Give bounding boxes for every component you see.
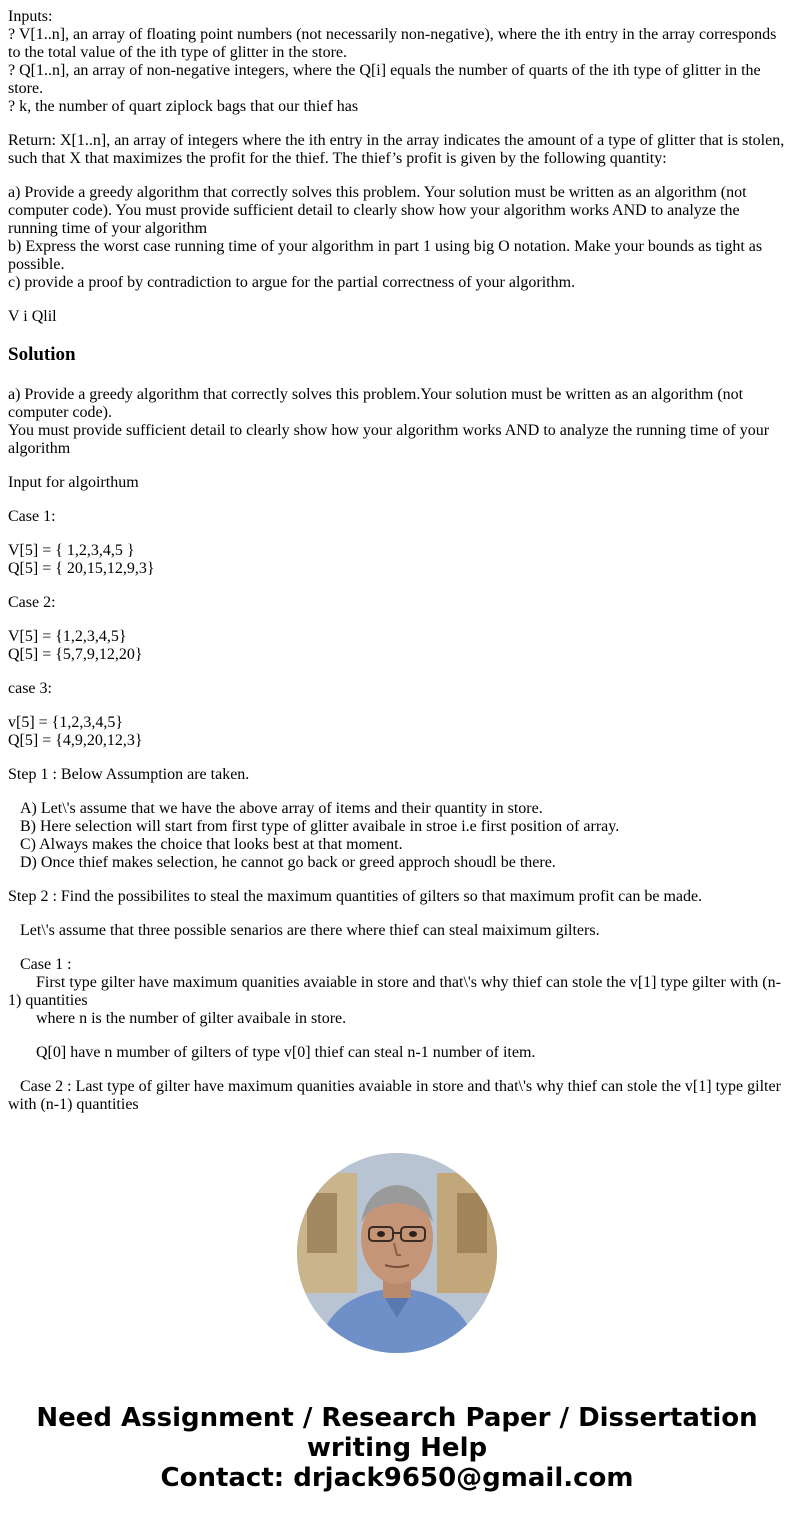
part-b: b) Express the worst case running time of your algorithm in part 1 using big O notation. Make your bounds as tight as possible. [8,238,763,273]
assumption-b: B) Here selection will start from first type of glitter avaibale in stroe i.e first position of array. [20,818,620,835]
assumption-d: D) Once thief makes selection, he cannot go back or greed approch shoudl be there. [20,854,556,871]
case3-arrays [8,714,786,750]
case3-v: v[5] = {1,2,3,4,5} [8,714,124,731]
case2-label: Case 2: [8,594,56,611]
solution-part-a-line2: You must provide sufficient detail to clearly show how your algorithm works AND to analyze the running time of your algorithm [8,422,770,457]
solution-heading: Solution [8,344,76,365]
return-text: Return: X[1..n], an array of integers where the ith entry in the array indicates the amount of a type of glitter that is stolen, such that X that maximizes the profit for the thief. The thief’s profit is given by the following quantity: [8,132,785,167]
part-a: a) Provide a greedy algorithm that correctly solves this problem. Your solution must be written as an algorithm (not computer code). You must provide sufficient detail to clearly show how your algorithm works AND to analyze the running time of your algorithm [8,184,747,237]
scenario-case1-where: where n is the number of gilter avaibale in store. [36,1010,347,1027]
case3-label: case 3: [8,680,52,697]
assumption-c: C) Always makes the choice that looks best at that moment. [20,836,403,853]
input-q: ? Q[1..n], an array of non-negative integers, where the Q[i] equals the number of quarts of the ith type of glitter in the store. [8,62,761,97]
scenario-case1 [8,956,786,1028]
case1-q: Q[5] = { 20,15,12,9,3} [8,560,155,577]
case2-q: Q[5] = {5,7,9,12,20} [8,646,143,663]
case2-v: V[5] = {1,2,3,4,5} [8,628,127,645]
assumption-a: A) Let\'s assume that we have the above array of items and their quantity in store. [20,800,543,817]
author-avatar [297,1153,497,1353]
scenario-case1-q: Q[0] have n mumber of gilters of type v[0] thief can steal n-1 number of item. [36,1044,536,1061]
question-inputs [8,8,786,116]
input-label: Input for algoirthum [8,474,139,491]
footer-contact[interactable]: Contact: drjack9650@gmail.com [160,1463,634,1493]
solution-part-a [8,386,786,458]
case1-label: Case 1: [8,508,56,525]
input-k: ? k, the number of quart ziplock bags that our thief has [8,98,359,115]
case1-arrays [8,542,786,578]
solution-part-a-line1: a) Provide a greedy algorithm that correctly solves this problem.Your solution must be written as an algorithm (not computer code). [8,386,744,421]
part-c: c) provide a proof by contradiction to argue for the partial correctness of your algorithm. [8,274,576,291]
case3-q: Q[5] = {4,9,20,12,3} [8,732,143,749]
case1-v: V[5] = { 1,2,3,4,5 } [8,542,135,559]
scenario-case1-text: First type gilter have maximum quanities avaiable in store and that\'s why thief can stole the v[1] type gilter with (n-1) quantities [8,974,781,1009]
footer-help-text: Need Assignment / Research Paper / Dissertation writing Help [36,1403,758,1463]
scenario-case2: Case 2 : Last type of gilter have maximum quanities avaiable in store and that\'s why thief can stole the v[1] type gilter with (n-1) quantities [8,1078,781,1113]
assumptions [8,800,786,872]
author-photo [297,1153,497,1353]
scenarios: Let\'s assume that three possible senarios are there where thief can steal maiximum gilters. [20,922,600,939]
step2: Step 2 : Find the possibilites to steal the maximum quantities of gilters so that maximum profit can be made. [8,888,703,905]
question-parts [8,184,786,292]
formula [8,308,786,326]
case2-arrays [8,628,786,664]
document-body [8,8,786,1130]
inputs-label: Inputs: [8,8,53,25]
question-return [8,132,786,168]
input-v: ? V[1..n], an array of floating point numbers (not necessarily non-negative), where the ith entry in the array corresponds to the total value of the ith type of glitter in the store. [8,26,777,61]
footer-banner [0,1403,794,1493]
formula-text: V i Qlil [8,308,57,325]
step1: Step 1 : Below Assumption are taken. [8,766,250,783]
scenario-case1-label: Case 1 : [20,956,72,973]
